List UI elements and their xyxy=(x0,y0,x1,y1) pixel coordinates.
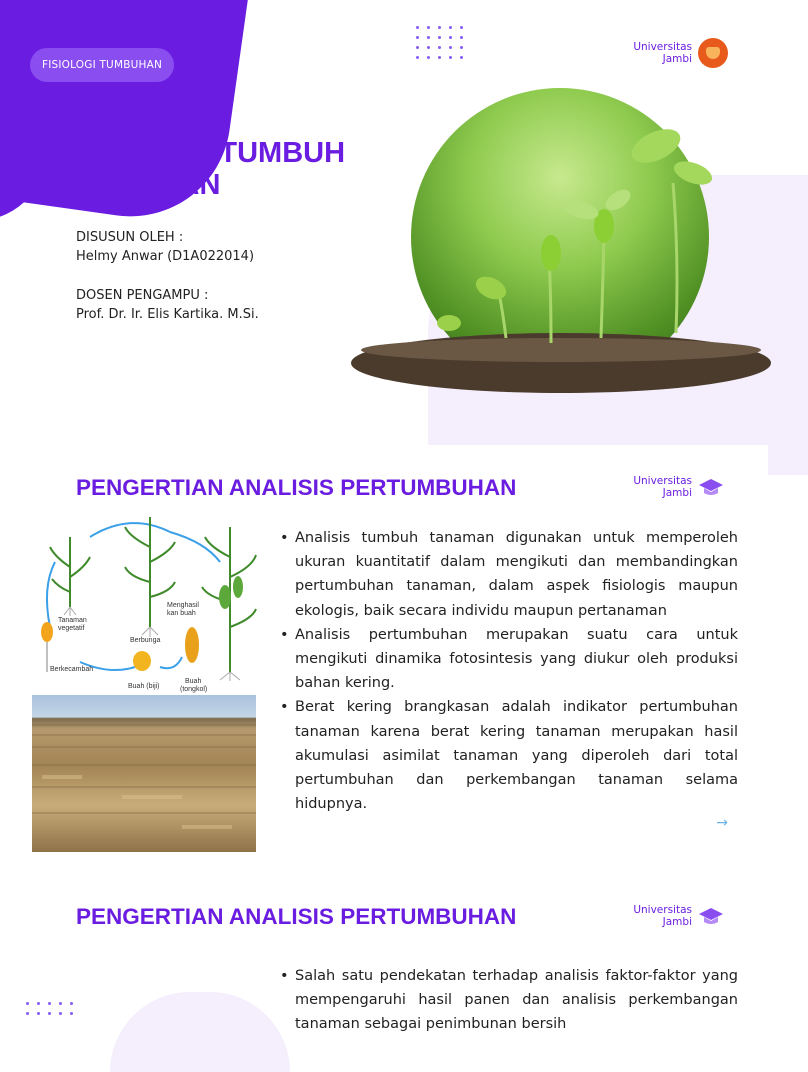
page-title: ANALISIS TUMBUH TANAMAN xyxy=(76,137,346,201)
university-branding xyxy=(633,38,728,68)
university-branding xyxy=(633,475,724,499)
seedling-photo xyxy=(411,88,709,386)
decorative-dots xyxy=(26,1002,74,1015)
lecturer-value: Prof. Dr. Ir. Elis Kartika. M.Si. xyxy=(76,307,259,322)
graduation-cap-icon xyxy=(698,475,724,499)
university-name-line2: Jambi xyxy=(662,487,692,499)
list-item: • Analisis tumbuh tanaman digunakan untuk memperoleh ukuran kuantitatif dalam mengikuti dan membandingkan pertumbuhan tanaman, dalam aspek fisiologis maupun ekologis, baik secara individu maupun pertanaman xyxy=(280,526,738,623)
university-logo-icon xyxy=(698,38,728,68)
list-item: • Analisis pertumbuhan merupakan suatu cara untuk mengikuti dinamika fotosintesis yang diukur oleh produksi bahan kering. xyxy=(280,623,738,696)
figure-label: Tanaman xyxy=(58,617,87,624)
decorative-dots xyxy=(416,26,464,59)
figure-label: Berkecambah xyxy=(50,666,94,673)
figure-label: Menghasil xyxy=(167,602,199,609)
figure-label: (tongkol) xyxy=(180,686,208,693)
definition-slide-continued xyxy=(0,880,768,1033)
section-title: PENGERTIAN ANALISIS PERTUMBUHAN xyxy=(76,904,517,929)
university-branding xyxy=(633,904,724,928)
lecturer-block xyxy=(76,286,259,324)
graduation-cap-icon xyxy=(698,904,724,928)
corn-seed xyxy=(133,651,151,671)
definition-slide xyxy=(0,445,768,865)
list-item: • Salah satu pendekatan terhadap analisis faktor-faktor yang mempengaruhi hasil panen dan analisis perkembangan tanaman sebagai penimbunan bersih xyxy=(280,964,738,1037)
figure-label: Buah (biji) xyxy=(128,683,160,690)
author-label: DISUSUN OLEH : xyxy=(76,230,184,245)
lecturer-label: DOSEN PENGAMPU : xyxy=(76,288,209,303)
figure-label: kan buah xyxy=(167,610,196,617)
author-value: Helmy Anwar (D1A022014) xyxy=(76,249,255,264)
dry-cornfield-photo xyxy=(32,695,256,852)
seedling-illustration xyxy=(411,88,709,386)
university-name-line1: Universitas xyxy=(633,904,692,916)
author-block xyxy=(76,228,254,266)
university-name-line1: Universitas xyxy=(633,41,692,53)
decorative-pink-shape xyxy=(110,992,290,1072)
university-name-line2: Jambi xyxy=(662,53,692,65)
figure-label: Berbunga xyxy=(130,637,161,644)
section-title: PENGERTIAN ANALISIS PERTUMBUHAN xyxy=(76,475,517,500)
definition-bullet-list xyxy=(280,526,738,816)
university-name-line2: Jambi xyxy=(662,916,692,928)
figure-label: vegetatif xyxy=(58,625,85,632)
corn-lifecycle-figure xyxy=(30,507,260,697)
course-pill: FISIOLOGI TUMBUHAN xyxy=(30,48,174,82)
title-slide xyxy=(0,0,768,430)
sprouting-seed xyxy=(41,622,53,642)
figure-label: Buah xyxy=(185,678,202,685)
university-name-line1: Universitas xyxy=(633,475,692,487)
next-arrow-icon: → xyxy=(716,815,728,831)
corn-cob xyxy=(185,627,199,663)
list-item: • Berat kering brangkasan adalah indikator pertumbuhan tanaman karena berat kering tanaman merupakan hasil akumulasi asimilat tanaman yang diperoleh dari total pertumbuhan dan perkembangan tanaman selama hidupnya. xyxy=(280,695,738,816)
definition-bullet-list xyxy=(280,964,738,1037)
